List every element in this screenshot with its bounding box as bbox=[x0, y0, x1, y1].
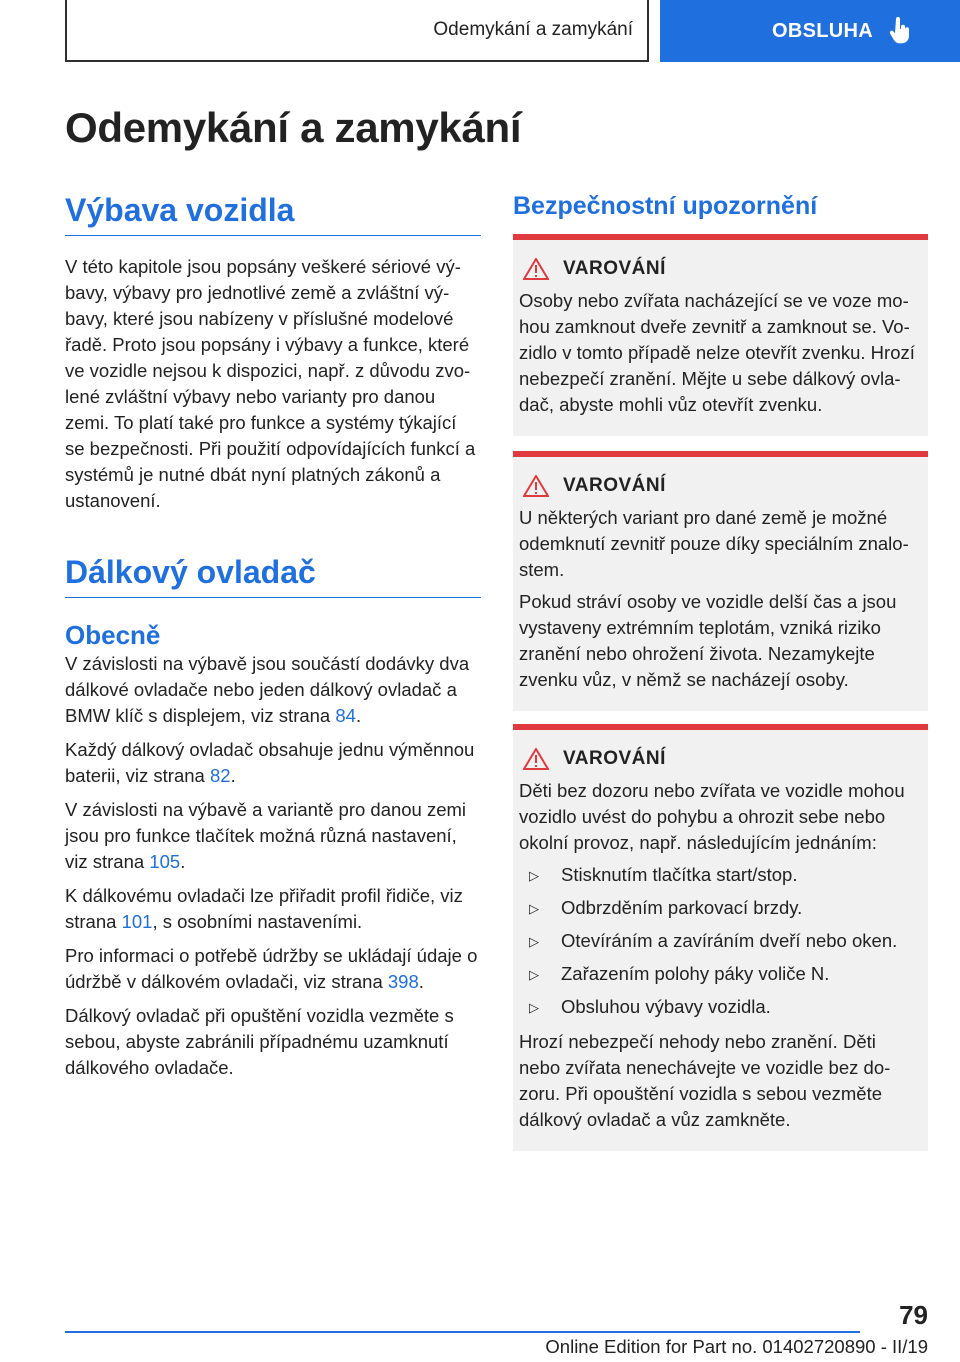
section-heading-remote: Dálkový ovladač bbox=[65, 554, 481, 598]
remote-paragraph-3: V závislosti na výbavě a variantě pro danou zemi jsou pro funkce tlačítek možná různá nastavení, viz strana 105. bbox=[65, 799, 467, 872]
remote-paragraph-5: Pro informaci o potřebě údržby se ukládají údaje o údržbě v dálkovém ovladači, viz strana 398. bbox=[65, 945, 478, 992]
page-link-84[interactable]: 84 bbox=[335, 705, 356, 726]
section-heading-safety: Bezpečnostní upozornění bbox=[513, 192, 818, 220]
page-link-398[interactable]: 398 bbox=[387, 971, 419, 992]
warning-box-2 bbox=[513, 451, 928, 711]
remote-paragraph-6: Dálkový ovladač při opuštění vozidla vezměte s sebou, abyste zabránili případnému uzamknutí dálkového ovladače. bbox=[65, 1005, 454, 1078]
warning-triangle-icon bbox=[523, 748, 549, 770]
warning-head bbox=[519, 258, 922, 280]
bullet-triangle-icon: ▷ bbox=[529, 901, 539, 916]
footer-divider bbox=[65, 1331, 860, 1333]
warning-label: VAROVÁNÍ bbox=[563, 475, 666, 496]
warning-head bbox=[519, 748, 922, 770]
section-heading-equipment: Výbava vozidla bbox=[65, 192, 481, 236]
warning-label: VAROVÁNÍ bbox=[563, 748, 666, 769]
warning-triangle-icon bbox=[523, 258, 549, 280]
list-item: ▷ Otevíráním a zavíráním dveří nebo oken. bbox=[519, 928, 922, 955]
remote-paragraph-4: K dálkovému ovladači lze přiřadit profil řidiče, viz strana 101, s osobními nastaveními. bbox=[65, 885, 463, 932]
warning-3-outro: Hrozí nebezpečí nehody nebo zranění. Děti nebo zvířata nenechávejte ve vozidle bez dozoru. Při opouštění vozidla s sebou vezměte dálkový ovladač a vůz zamkněte. bbox=[519, 1031, 891, 1130]
right-column-heading-wrap bbox=[513, 192, 928, 227]
warning-2-paragraph-2: Pokud stráví osoby ve vozidle delší čas a jsou vystaveny extrémním teplotám, vzniká riziko zranění nebo ohrožení života. Nezamykejte zvenku vůz, v němž se nacházejí osoby. bbox=[519, 591, 897, 690]
equipment-text: V této kapitole jsou popsány veškeré sériové výbavy, výbavy pro jednotlivé země a zvláštní výbavy, které jsou nabízeny v příslušné modelové řadě. Proto jsou popsány i výbavy a funkce, které ve vozidle nejsou k dispozici, např. z důvodu zvolené zvláštní výbavy nebo varianty pro danou zemi. To platí také pro funkce a systémy týkající se bezpečnosti. Při použití odpovídajících funkcí a systémů je nutné dbát nyní platných zákonů a ustanovení. bbox=[65, 256, 476, 511]
list-item: ▷ Odbrzděním parkovací brzdy. bbox=[519, 895, 922, 922]
page-title: Odemykání a zamykání bbox=[65, 104, 522, 151]
list-item: ▷ Obsluhou výbavy vozidla. bbox=[519, 994, 922, 1021]
list-item: ▷ Zařazením polohy páky voliče N. bbox=[519, 961, 922, 988]
warning-label: VAROVÁNÍ bbox=[563, 258, 666, 279]
header-tab[interactable] bbox=[660, 0, 960, 62]
bullet-triangle-icon: ▷ bbox=[529, 967, 539, 982]
warning-triangle-icon bbox=[523, 475, 549, 497]
header-section-title: Odemykání a zamykání bbox=[433, 19, 633, 40]
warning-2-paragraph-1: U některých variant pro dané země je možné odemknutí zevnitř pouze díky speciálním znalostem. bbox=[519, 507, 909, 580]
list-item: ▷ Stisknutím tlačítka start/stop. bbox=[519, 862, 922, 889]
page-link-105[interactable]: 105 bbox=[149, 851, 181, 872]
header-section-box bbox=[65, 0, 649, 62]
left-column bbox=[65, 192, 481, 1089]
warning-1-text: Osoby nebo zvířata nacházející se ve voze mohou zamknout dveře zevnitř a zamknout se. Vozidlo v tomto případě nelze otevřít zvenku. Hrozí nebezpečí zranění. Mějte u sebe dálkový ovladač, abyste mohli vůz otevřít zvenku. bbox=[519, 290, 915, 415]
header-tab-label: OBSLUHA bbox=[772, 19, 873, 42]
remote-paragraph-2: Každý dálkový ovladač obsahuje jednu výměnnou baterii, viz strana 82. bbox=[65, 739, 475, 786]
page-number: 79 bbox=[899, 1300, 928, 1330]
warning-box-1 bbox=[513, 234, 928, 436]
warning-3-intro: Děti bez dozoru nebo zvířata ve vozidle mohou vozidlo uvést do pohybu a ohrozit sebe nebo okolní provoz, např. následujícím jednáním: bbox=[519, 780, 905, 853]
page-link-82[interactable]: 82 bbox=[209, 765, 231, 786]
remote-paragraph-1: V závislosti na výbavě jsou součástí dodávky dva dálkové ovladače nebo jeden dálkový ovladač a BMW klíč s displejem, viz strana 84. bbox=[65, 653, 470, 726]
hand-pointer-icon bbox=[889, 17, 911, 45]
bullet-triangle-icon: ▷ bbox=[529, 1000, 539, 1015]
warning-head bbox=[519, 475, 922, 497]
footer-edition: Online Edition for Part no. 01402720890 - II/19 bbox=[545, 1336, 928, 1357]
subheading-general: Obecně bbox=[65, 620, 161, 650]
warning-3-list bbox=[519, 862, 922, 1021]
warning-box-3 bbox=[513, 724, 928, 1151]
page-link-101[interactable]: 101 bbox=[121, 911, 153, 932]
bullet-triangle-icon: ▷ bbox=[529, 868, 539, 883]
bullet-triangle-icon: ▷ bbox=[529, 934, 539, 949]
